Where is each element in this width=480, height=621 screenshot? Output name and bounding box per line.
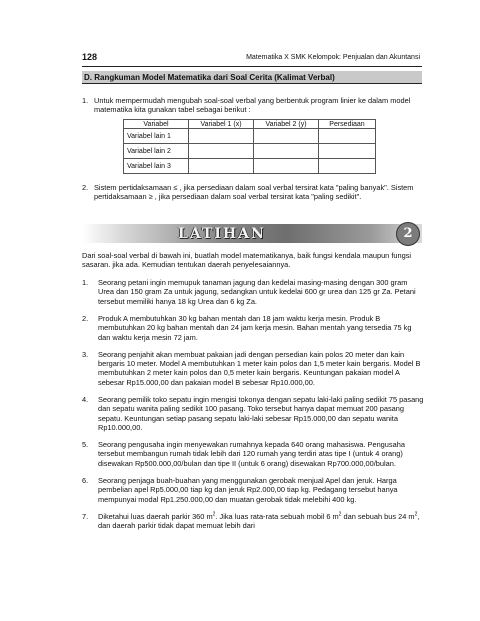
book-title: Matematika X SMK Kelompok: Penjualan dan Akuntansi — [246, 54, 420, 61]
exercise-number: 4. — [82, 394, 89, 404]
banner-number-badge: 2 — [396, 222, 420, 246]
table-header-cell: Persediaan — [319, 120, 376, 129]
table-cell — [254, 159, 319, 174]
banner-title: LATIHAN — [178, 226, 266, 242]
summary-item-1 — [82, 96, 422, 115]
page-number: 128 — [82, 52, 98, 62]
table-row — [124, 129, 376, 144]
item-text: Untuk mempermudah mengubah soal-soal verbal yang berbentuk program linier ke dalam model matematika kita gunakan tabel sebagai berikut : — [94, 96, 411, 115]
list-item — [82, 440, 424, 468]
list-item — [82, 395, 424, 433]
text-fragment: . Jika luas rata-rata sebuah mobil 6 m — [215, 511, 339, 521]
list-item — [82, 350, 424, 388]
table-cell — [189, 144, 254, 159]
superscript: 2 — [338, 511, 342, 518]
list-item — [82, 476, 424, 504]
text-fragment: Diketahui luas daerah parkir 360 m — [98, 511, 213, 521]
table-cell — [254, 129, 319, 144]
exercise-number: 3. — [82, 349, 89, 359]
table-row-label: Variabel lain 2 — [124, 144, 189, 159]
table-header-cell: Variabel 1 (x) — [189, 120, 254, 129]
table-row-label: Variabel lain 1 — [124, 129, 189, 144]
summary-item-2 — [82, 183, 422, 202]
section-heading: D. Rangkuman Model Matematika dari Soal Cerita (Kalimat Verbal) — [82, 71, 422, 84]
exercise-text — [98, 512, 424, 531]
exercise-number: 7. — [82, 511, 89, 521]
exercise-text: Seorang petani ingin memupuk tanaman jagung dan kedelai masing-masing dengan 300 gram Urea dan 150 gram Za untuk jagung, sedangkan untuk kedelai 600 gr urea dan 125 gr Za. Petani tersebut memiliki hanya 18 kg Urea dan 6 kg Za. — [98, 278, 416, 306]
table-cell — [189, 129, 254, 144]
variable-table — [123, 119, 376, 174]
exercise-intro: Dari soal-soal verbal di bawah ini, buatlah model matematikanya, baik fungsi kendala maupun fungsi sasaran. jika ada. Kemudian tentukan daerah penyelesaiannya. — [82, 251, 412, 270]
exercise-number: 5. — [82, 440, 89, 450]
table-cell — [254, 144, 319, 159]
list-item — [82, 512, 424, 531]
item-text: Sistem pertidaksamaan ≤ , jika persediaan dalam soal verbal tersirat kata "paling banyak". Sistem pertidaksamaan ≥ , jika persediaan dalam soal verbal tersirat kata "paling sedikit". — [94, 183, 414, 202]
table-row-label: Variabel lain 3 — [124, 159, 189, 174]
exercise-text: Seorang pemilik toko sepatu ingin mengisi tokonya dengan sepatu laki-laki paling sedikit 75 pasang dan sepatu wanita paling sedikit 100 pasang. Toko tersebut hanya dapat memuat 200 pasang sepatu. Keuntungan setiap pasang sepatu laki-laki sebesar Rp15.000,00 dan sepatu wanita Rp10.000,00. — [98, 394, 424, 433]
superscript: 2 — [212, 511, 216, 518]
table-header-row — [124, 120, 376, 129]
table-header-cell: Variabel 2 (y) — [254, 120, 319, 129]
table-cell — [319, 144, 376, 159]
table-header-cell: Variabel — [124, 120, 189, 129]
superscript: 2 — [414, 511, 418, 518]
item-number: 2. — [82, 183, 89, 192]
item-number: 1. — [82, 96, 89, 105]
table-cell — [189, 159, 254, 174]
exercise-list — [82, 278, 424, 538]
text-fragment: dan sebuah bus 24 m — [341, 511, 415, 521]
list-item — [82, 278, 424, 306]
table-cell — [319, 159, 376, 174]
table-cell — [319, 129, 376, 144]
exercise-number: 6. — [82, 475, 89, 485]
list-item — [82, 314, 424, 342]
page-header — [82, 50, 422, 67]
exercise-text: Seorang penjaga buah-buahan yang menggunakan gerobak menjual Apel dan jeruk. Harga pembelian apel Rp5.000,00 tiap kg dan jeruk Rp2.000,00 tiap kg. Pedagang tersebut hanya mempunyai modal Rp1.250.000,00 dan muatan gerobak tidak melebihi 400 kg. — [98, 475, 398, 504]
exercise-text: Seorang penjahit akan membuat pakaian jadi dengan persedian kain polos 20 meter dan kain bergaris 10 meter. Model A membutuhkan 1 meter kain polos dan 1,5 meter kain bergaris. Model B membutuhkan 2 meter kain polos dan 0,5 meter kain bergaris. Keuntungan pakaian model A sebesar Rp15.000,00 dan pakaian model B sebesar Rp10.000,00. — [98, 349, 421, 387]
exercise-text: Seorang pengusaha ingin menyewakan rumahnya kepada 640 orang mahasiswa. Pengusaha tersebut membangun rumah tidak lebih dari 120 rumah yang terdiri atas tipe I (untuk 4 orang) disewakan Rp500.000,00/bulan dan tipe II (untuk 6 orang) disewakan Rp700.000,00/bulan. — [98, 440, 405, 468]
table-row — [124, 159, 376, 174]
table-row — [124, 144, 376, 159]
exercise-number: 2. — [82, 313, 89, 323]
latihan-banner — [82, 224, 422, 243]
text-fragment: , dan daerah parkir tidak dapat memuat lebih dari — [98, 511, 420, 531]
exercise-number: 1. — [82, 278, 89, 287]
exercise-text: Produk A membutuhkan 30 kg bahan mentah dan 18 jam waktu kerja mesin. Produk B membutuhkan 20 kg bahan mentah dan 24 jam kerja mesin. Bahan mentah yang tersedia 75 kg dan waktu kerja mesin 72 jam. — [98, 313, 412, 342]
